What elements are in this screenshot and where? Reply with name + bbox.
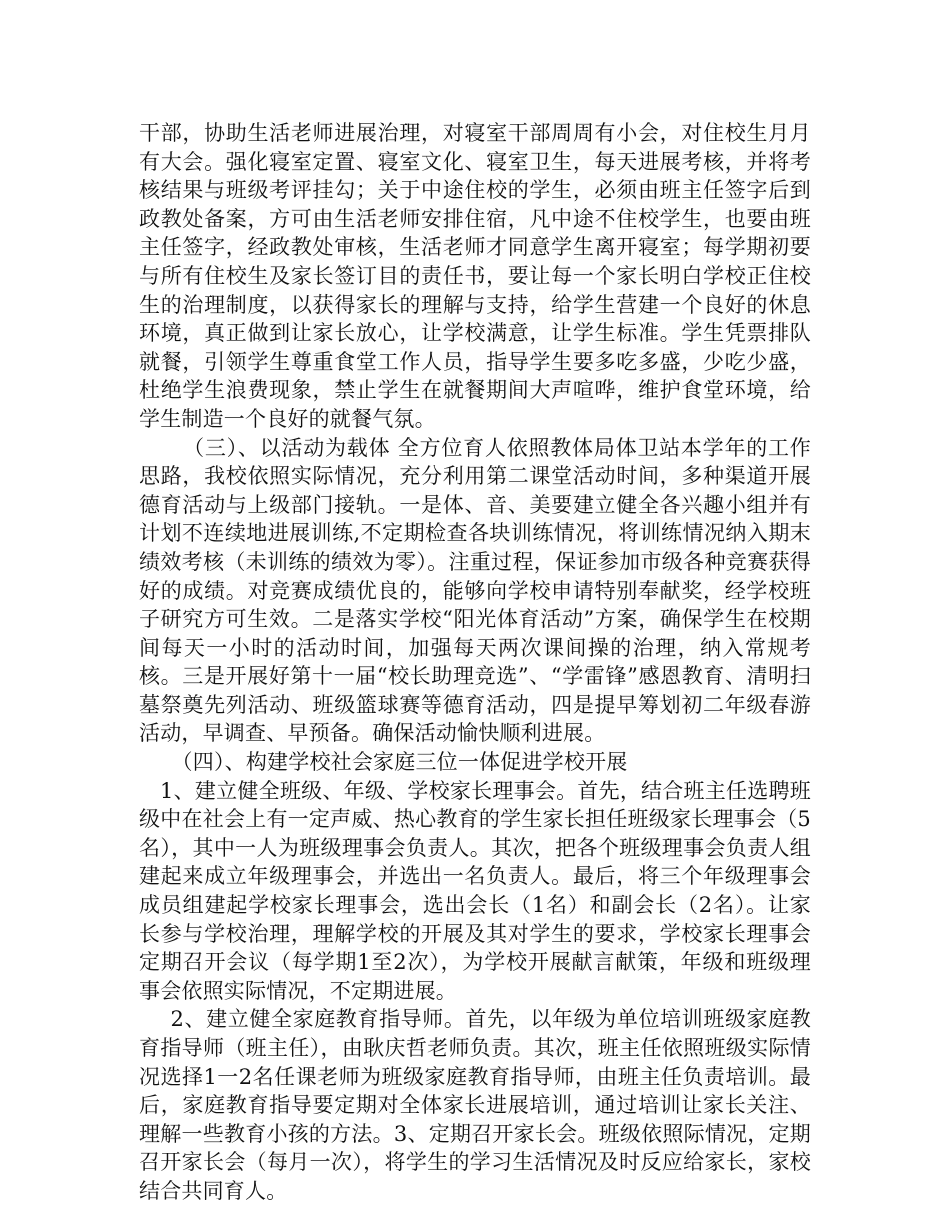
paragraph-parent-council: 1、建立健全班级、年级、学校家长理事会。首先，结合班主任选聘班级中在社会上有一定声威、热心教育的学生家长担任班级家长理事会（5名），其中一人为班级理事会负责人。其次，把各个班级理事会负责人组建起来成立年级理事会，并选出一名负责人。最后，将三个年级理事会成员组建起学校家长理事会，选出会长（1名）和副会长（2名）。让家长参与学校治理，理解学校的开展及其对学生的要求，学校家长理事会定期召开会议（每学期1至2次），为学校开展献言献策，年级和班级理事会依照实际情况，不定期进展。 [139, 778, 811, 1003]
paragraph-activities: （三）、以活动为载体 全方位育人依照教体局体卫站本学年的工作思路，我校依照实际情况，充分利用第二课堂活动时间，多种渠道开展德育活动与上级部门接轨。一是体、音、美要建立健全各兴趣小组并有计划不连续地进展训练,不定期检查各块训练情况，将训练情况纳入期末绩效考核（未训练的绩效为零）。注重过程，保证参加市级各种竞赛获得好的成绩。对竞赛成绩优良的，能够向学校申请特别奉献奖，经学校班子研究方可生效。二是落实学校“阳光体育活动”方案，确保学生在校期间每天一小时的活动时间，加强每天两次课间操的治理，纳入常规考核。三是开展好第十一届“校长助理竞选”、“学雷锋”感恩教育、清明扫墓祭奠先列活动、班级篮球赛等德育活动，四是提早筹划初二年级春游活动，早调查、早预备。确保活动愉快顺利进展。 [139, 435, 811, 746]
section-heading-four: （四）、构建学校社会家庭三位一体促进学校开展 [171, 750, 628, 775]
paragraph-family-education: 2、建立健全家庭教育指导师。首先，以年级为单位培训班级家庭教育指导师（班主任），由耿庆哲老师负责。其次，班主任依照班级实际情况选择1一2名任课老师为班级家庭教育指导师，由班主任负责培训。最后，家庭教育指导要定期对全体家长进展培训，通过培训让家长关注、理解一些教育小孩的方法。3、定期召开家长会。班级依照际情况，定期召开家长会（每月一次），将学生的学习生活情况及时反应给家长，家校结合共同育人。 [139, 1007, 811, 1203]
document-body [139, 119, 811, 1206]
paragraph-dormitory-management: 干部，协助生活老师进展治理，对寝室干部周周有小会，对住校生月月有大会。强化寝室定置、寝室文化、寝室卫生，每天进展考核，并将考核结果与班级考评挂勾；关于中途住校的学生，必须由班主任签字后到政教处备案，方可由生活老师安排住宿，凡中途不住校学生，也要由班主任签字，经政教处审核，生活老师才同意学生离开寝室；每学期初要与所有住校生及家长签订目的责任书，要让每一个家长明白学校正住校生的治理制度，以获得家长的理解与支持，给学生营建一个良好的休息环境，真正做到让家长放心，让学校满意，让学生标准。学生凭票排队就餐，引领学生尊重食堂工作人员，指导学生要多吃多盛，少吃少盛，杜绝学生浪费现象，禁止学生在就餐期间大声喧哗，维护食堂环境，给学生制造一个良好的就餐气氛。 [139, 121, 811, 431]
